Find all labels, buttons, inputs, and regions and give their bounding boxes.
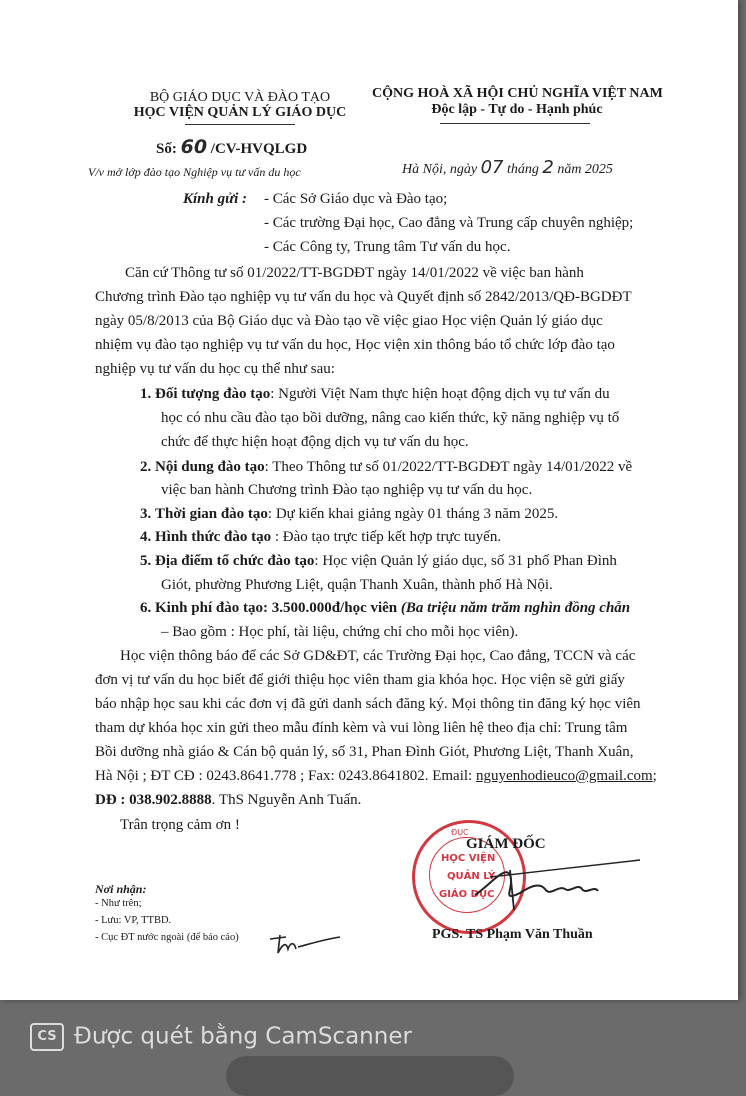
contact-email-link[interactable]: nguyenhodieuco@gmail.com	[475, 768, 653, 784]
date-month-handwritten: 2	[542, 157, 554, 178]
recipient-item: - Các Công ty, Trung tâm Tư vấn du học.	[264, 239, 511, 255]
item-label: Kinh phí đào tạo	[155, 600, 263, 616]
contact-person: . ThS Nguyễn Anh Tuấn.	[211, 792, 362, 808]
thanks-line: Trân trọng cảm ơn !	[120, 817, 240, 833]
motto-underline	[440, 123, 590, 124]
stamp-text: GIÁO DỤC	[439, 889, 495, 900]
handwritten-signature	[470, 855, 650, 915]
item-label: Địa điểm tổ chức đào tạo	[155, 553, 315, 569]
recipient-item: - Các trường Đại học, Cao đẳng và Trung cấp chuyên nghiệp;	[264, 215, 634, 231]
date-prefix: Hà Nội, ngày	[402, 162, 478, 177]
recipients-label: Kính gửi :	[183, 191, 248, 207]
date-year: năm 2025	[557, 162, 613, 177]
date-month-word: tháng	[506, 162, 539, 177]
initials-signature	[268, 927, 343, 957]
list-item-2	[140, 459, 632, 476]
list-item-1	[140, 386, 610, 403]
org-underline	[185, 124, 295, 125]
contact-line-end: ;	[652, 768, 657, 784]
intro-line: Chương trình Đào tạo nghiệp vụ tư vấn du học và Quyết định số 2842/2013/QĐ-BGDĐT	[95, 289, 632, 305]
item-continuation: – Bao gồm : Học phí, tài liệu, chứng chỉ cho mỗi học viên).	[161, 624, 519, 640]
item-continuation: việc ban hành Chương trình Đào tạo nghiệp vụ tư vấn du học.	[161, 482, 533, 498]
item-text: : Theo Thông tư số 01/2022/TT-BGDĐT ngày 14/01/2022 về	[264, 459, 633, 475]
date-line	[402, 157, 613, 178]
intro-line: nhiệm vụ đào tạo nghiệp vụ tư vấn du học, Học viện xin thông báo tổ chức lớp đào tạo	[95, 337, 615, 353]
nation-title: CỘNG HOÀ XÃ HỘI CHỦ NGHĨA VIỆT NAM	[372, 86, 663, 101]
date-day-handwritten: 07	[480, 157, 504, 178]
org-name-ministry: BỘ GIÁO DỤC VÀ ĐÀO TẠO	[149, 90, 331, 105]
closing-line: Bồi dưỡng nhà giáo & Cán bộ quản lý, số 31, Phan Đình Giót, Phương Liệt, Thanh Xuân,	[95, 744, 634, 760]
document-number	[156, 136, 307, 158]
signer-title: GIÁM ĐỐC	[466, 836, 546, 852]
item-number: 3.	[140, 506, 152, 522]
contact-line-2	[95, 792, 361, 809]
contact-phone-fax: Hà Nội ; ĐT CĐ : 0243.8641.778 ; Fax: 0243.8641802. Email:	[95, 768, 476, 784]
item-label: Hình thức đào tạo	[155, 529, 272, 545]
closing-line: Học viện thông báo để các Sở GD&ĐT, các Trường Đại học, Cao đẳng, TCCN và các	[120, 648, 636, 664]
item-label: Đối tượng đào tạo	[155, 386, 271, 402]
nation-motto: Độc lập - Tự do - Hạnh phúc	[431, 102, 603, 117]
contact-line	[95, 768, 657, 785]
doc-number-handwritten: 60	[180, 136, 208, 158]
intro-line: ngày 05/8/2013 của Bộ Giáo dục và Đào tạo về việc giao Học viện Quản lý giáo dục	[95, 313, 603, 329]
camscanner-icon: CS	[30, 1023, 64, 1051]
recipients-footer-item: - Cục ĐT nước ngoài (để báo cáo)	[95, 932, 239, 943]
item-number: 2.	[140, 459, 152, 475]
recipient-item: - Các Sở Giáo dục và Đào tạo;	[264, 191, 448, 207]
item-number: 4.	[140, 529, 152, 545]
item-continuation: chức để thực hiện hoạt động dịch vụ tư vấn du học.	[161, 434, 469, 450]
org-name-academy: HỌC VIỆN QUẢN LÝ GIÁO DỤC	[133, 105, 347, 120]
list-item-6	[140, 600, 630, 617]
recipients-footer-item: - Lưu: VP, TTBD.	[95, 915, 172, 926]
signer-name: PGS. TS Phạm Văn Thuần	[432, 927, 593, 942]
camscanner-text: Được quét bằng CamScanner	[74, 1023, 412, 1050]
camscanner-watermark	[30, 1023, 412, 1051]
item-text: : Đào tạo trực tiếp kết hợp trực tuyến.	[271, 529, 502, 545]
item-number: 5.	[140, 553, 152, 569]
home-indicator-bar[interactable]	[226, 1056, 514, 1096]
item-label: Thời gian đào tạo	[155, 506, 268, 522]
item-text: : Học viện Quản lý giáo dục, số 31 phố Phan Đình	[314, 553, 617, 569]
item-number: 1.	[140, 386, 152, 402]
recipients-footer-item: - Như trên;	[95, 898, 142, 909]
item-continuation: Giót, phường Phương Liệt, quận Thanh Xuân, thành phố Hà Nội.	[161, 577, 553, 593]
item-label: Nội dung đào tạo	[155, 459, 265, 475]
closing-line: đơn vị tư vấn du học biết để giới thiệu học viên tham gia khóa học. Học viện sẽ gửi giấy	[95, 672, 625, 688]
intro-line: Căn cứ Thông tư số 01/2022/TT-BGDĐT ngày 14/01/2022 về việc ban hành	[125, 265, 584, 281]
stamp-text: QUẢN LÝ	[447, 871, 496, 882]
intro-line: nghiệp vụ tư vấn du học cụ thể như sau:	[95, 361, 335, 377]
stamp-text: HỌC VIỆN	[441, 853, 496, 864]
stamp-top-text: ĐỤC	[451, 828, 469, 837]
list-item-4	[140, 529, 501, 546]
item-text: : Người Việt Nam thực hiện hoạt động dịch vụ tư vấn du	[270, 386, 610, 402]
closing-line: báo nhập học sau khi các đơn vị đã gửi danh sách đăng ký. Mọi thông tin đăng ký học viên	[95, 696, 641, 712]
recipients-footer-label: Nơi nhận:	[95, 882, 147, 896]
closing-line: tham dự khóa học xin gửi theo mẫu đính kèm và vui lòng liên hệ theo địa chỉ: Trung tâm	[95, 720, 628, 736]
item-number: 6.	[140, 600, 152, 616]
contact-mobile: DĐ : 038.902.8888	[95, 792, 212, 808]
item-continuation: học có nhu cầu đào tạo bồi dưỡng, nâng cao kiến thức, kỹ năng nghiệp vụ tổ	[161, 410, 620, 426]
item-text: : 3.500.000đ/học viên	[262, 600, 398, 616]
item-italic-note: (Ba triệu năm trăm nghìn đồng chẵn	[400, 600, 631, 616]
list-item-5	[140, 553, 617, 570]
document-subject: V/v mở lớp đào tạo Nghiệp vụ tư vấn du học	[88, 165, 301, 179]
item-text: : Dự kiến khai giảng ngày 01 tháng 3 năm 2025.	[267, 506, 559, 522]
doc-number-suffix: /CV-HVQLGD	[210, 141, 308, 157]
list-item-3	[140, 506, 558, 523]
doc-number-prefix: Số:	[156, 141, 177, 157]
